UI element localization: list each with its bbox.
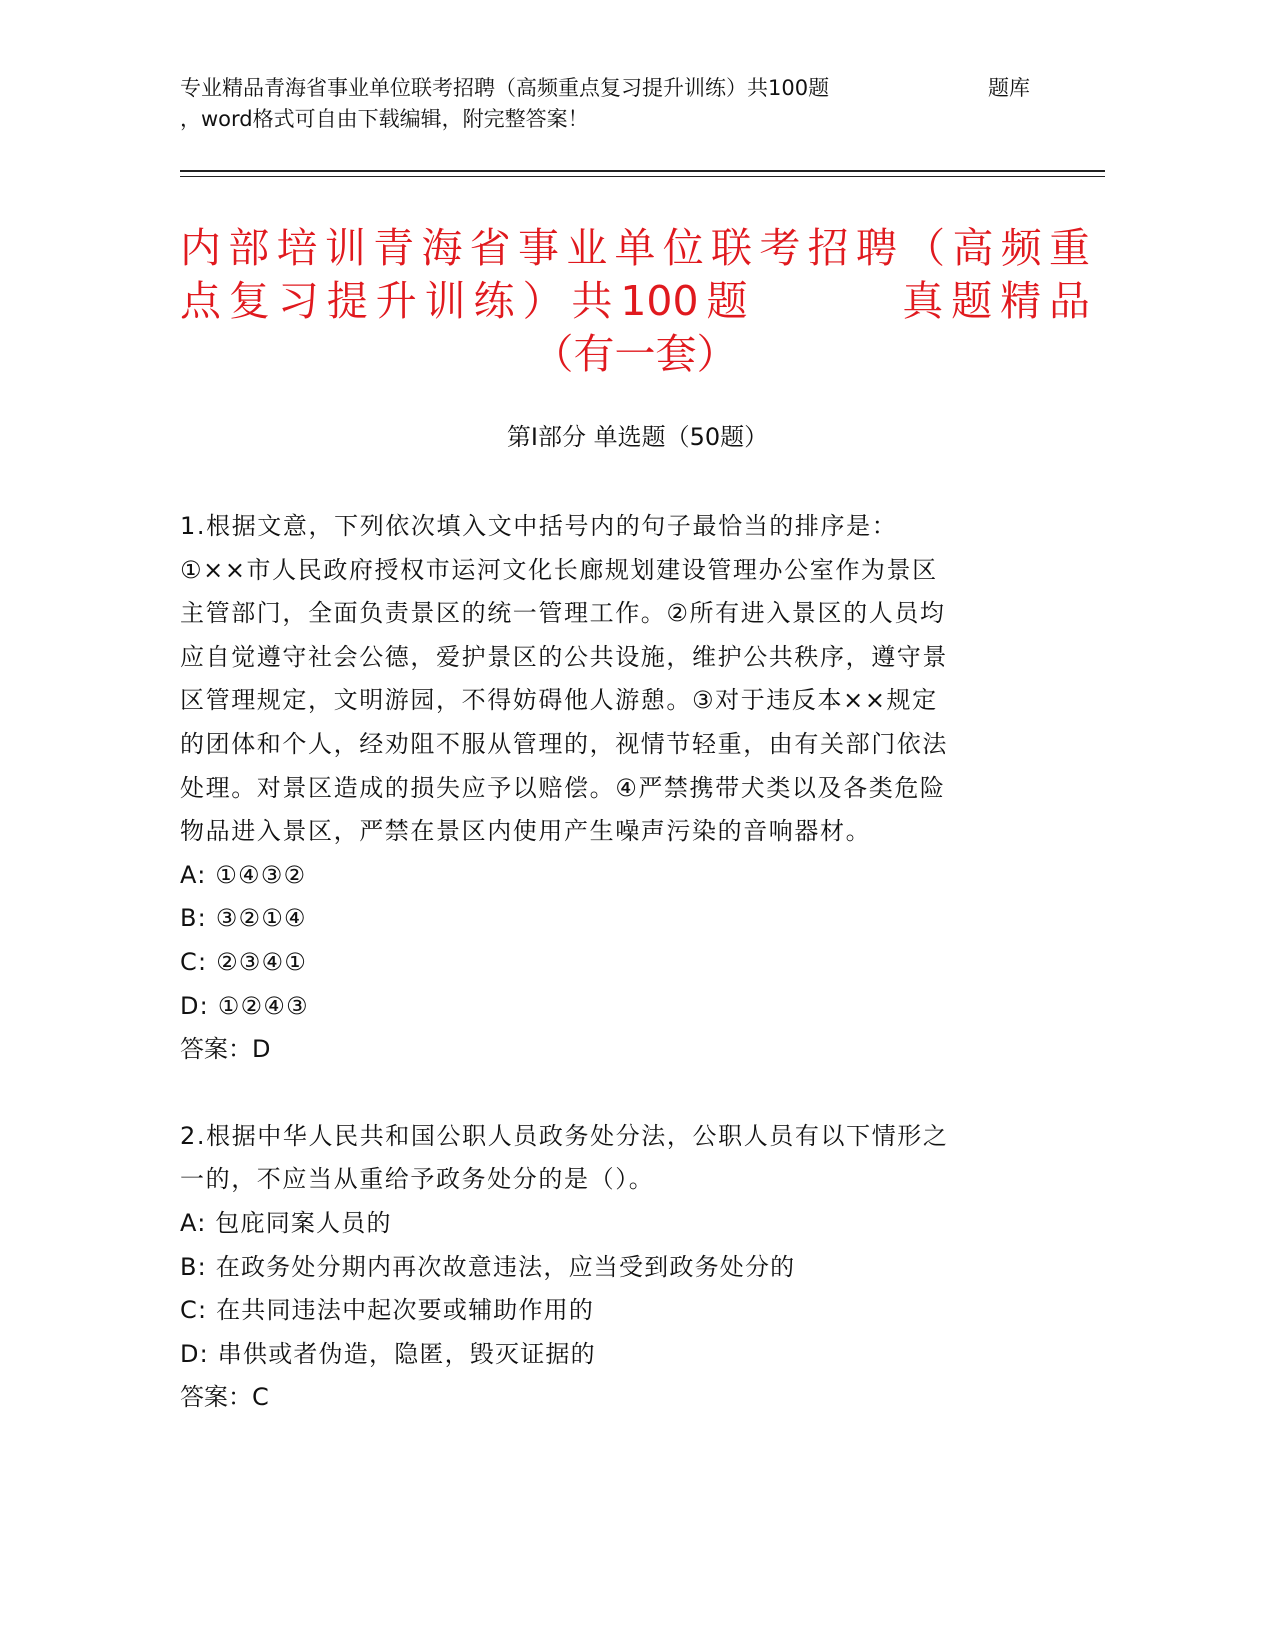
header-line-1 bbox=[180, 72, 1100, 104]
stem-line: 应自觉遵守社会公德，爱护景区的公共设施，维护公共秩序，遵守景 bbox=[180, 642, 948, 671]
document-title bbox=[180, 222, 1090, 381]
stem-line: ①××市人民政府授权市运河文化长廊规划建设管理办公室作为景区 bbox=[180, 555, 938, 584]
title-line-2: 点复习提升训练）共100题 真题精品 bbox=[180, 277, 1090, 325]
header-rule-thin bbox=[180, 176, 1105, 177]
question-stem bbox=[180, 505, 1110, 854]
stem-line: 处理。对景区造成的损失应予以赔偿。④严禁携带犬类以及各类危险 bbox=[180, 773, 946, 802]
stem-line: 1.根据文意，下列依次填入文中括号内的句子最恰当的排序是： bbox=[180, 512, 898, 540]
option-a: A: 包庇同案人员的 bbox=[180, 1208, 392, 1237]
option-d: D: 串供或者伪造，隐匿，毁灭证据的 bbox=[180, 1339, 596, 1368]
option-a: A: ①④③② bbox=[180, 860, 307, 889]
question-2 bbox=[180, 1115, 1110, 1420]
question-stem bbox=[180, 1115, 1110, 1202]
answer: 答案：D bbox=[180, 1035, 271, 1064]
question-spacer bbox=[180, 1072, 1110, 1115]
option-b: B: ③②①④ bbox=[180, 904, 307, 933]
header-line-2: ，word格式可自由下载编辑，附完整答案！ bbox=[180, 107, 589, 131]
option-c: C: 在共同违法中起次要或辅助作用的 bbox=[180, 1296, 595, 1325]
answer: 答案：C bbox=[180, 1383, 269, 1412]
title-line-1: 内部培训青海省事业单位联考招聘（高频重 bbox=[180, 224, 1090, 272]
option-b: B: 在政务处分期内再次故意违法，应当受到政务处分的 bbox=[180, 1252, 796, 1281]
header-rule-thick bbox=[180, 170, 1105, 172]
stem-line: 一的，不应当从重给予政务处分的是（）。 bbox=[180, 1165, 655, 1194]
section-heading: 第Ⅰ部分 单选题（50题） bbox=[506, 423, 769, 451]
question-list bbox=[180, 505, 1110, 1420]
title-line-3: （有一套） bbox=[532, 330, 738, 378]
header-text: 专业精品青海省事业单位联考招聘（高频重点复习提升训练）共100题 bbox=[180, 76, 830, 100]
option-d: D: ①②④③ bbox=[180, 991, 309, 1020]
stem-line: 2.根据中华人民共和国公职人员政务处分法，公职人员有以下情形之 bbox=[180, 1121, 949, 1150]
stem-line: 区管理规定，文明游园，不得妨碍他人游憩。③对于违反本××规定 bbox=[180, 686, 938, 715]
option-c: C: ②③④① bbox=[180, 947, 307, 976]
stem-line: 物品进入景区，严禁在景区内使用产生噪声污染的音响器材。 bbox=[180, 817, 872, 846]
header-right-text: 题库 bbox=[988, 76, 1030, 100]
stem-line: 的团体和个人，经劝阻不服从管理的，视情节轻重，由有关部门依法 bbox=[180, 729, 948, 758]
question-1 bbox=[180, 505, 1110, 1072]
stem-line: 主管部门，全面负责景区的统一管理工作。②所有进入景区的人员均 bbox=[180, 599, 946, 628]
